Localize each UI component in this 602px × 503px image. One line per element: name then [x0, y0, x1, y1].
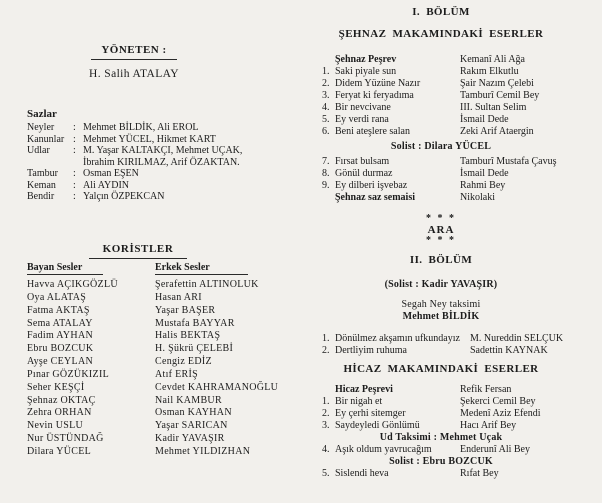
program-row	[303, 54, 579, 66]
instrument-row	[27, 180, 242, 192]
song-title: Bir nevcivane	[335, 102, 391, 113]
composer-name: Enderunî Ali Bey	[460, 444, 530, 455]
female-voices-column	[27, 262, 152, 459]
choristers-section	[27, 239, 249, 259]
hicaz-heading: HİCAZ MAKAMINDAKİ ESERLER	[343, 363, 539, 375]
program-row	[303, 192, 579, 204]
instrument-label: Kanunlar	[27, 133, 65, 145]
part1-list-b	[303, 156, 579, 204]
chorister-name: Cevdet KAHRAMANOĞLU	[155, 381, 279, 393]
song-title: Didem Yüzüne Nazır	[335, 78, 421, 89]
composer-name: Rakım Elkutlu	[460, 66, 519, 77]
instrument-row	[27, 134, 242, 146]
program-row	[303, 420, 579, 432]
chorister-name: Fadim AYHAN	[27, 330, 93, 342]
song-title: Feryat ki feryadıma	[335, 90, 414, 101]
program-row	[303, 333, 579, 345]
song-title: Beni ateşlere salan	[335, 126, 410, 137]
composer-name: Şekerci Cemil Bey	[460, 396, 536, 407]
instruments-heading: Sazlar	[27, 108, 57, 120]
song-number: 5.	[322, 114, 330, 125]
program-row	[303, 468, 579, 480]
instrument-players: Osman EŞEN	[83, 168, 139, 179]
program-content	[303, 0, 579, 480]
chorister-name: Seher KEŞÇİ	[27, 381, 85, 393]
instrument-label: Bendir	[27, 191, 55, 202]
colon-separator: :	[73, 133, 76, 145]
chorister-name: Osman KAYHAN	[155, 407, 232, 419]
composer-name: Tamburî Cemil Bey	[460, 90, 540, 101]
song-title: Ey verdi rana	[335, 114, 389, 125]
composer-name: Şair Nazım Çelebi	[460, 78, 534, 89]
program-row	[303, 444, 579, 456]
personnel-page	[0, 0, 300, 503]
composer-name: Medenî Aziz Efendi	[460, 408, 541, 419]
instrument-label: Udlar	[27, 145, 50, 156]
program-row	[303, 408, 579, 420]
intermission-stars-bottom: * * *	[426, 235, 456, 246]
program-row	[303, 396, 579, 408]
instrument-players: Ali AYDIN	[83, 179, 130, 191]
colon-separator: :	[73, 179, 76, 191]
program-row	[303, 384, 579, 396]
instrument-players: Mehmet YÜCEL, Hikmet KART	[83, 133, 216, 145]
hicaz-list-b	[303, 444, 579, 456]
song-number: 4.	[322, 444, 330, 455]
composer-name: Tamburî Mustafa Çavuş	[460, 156, 557, 167]
song-number: 2.	[322, 78, 330, 89]
composer-name: Zeki Arif Ataergin	[460, 126, 534, 137]
instrument-players: Yalçın ÖZPEKCAN	[83, 191, 165, 202]
male-voices-column	[155, 262, 295, 459]
part1-heading: I. BÖLÜM	[412, 6, 470, 18]
taksim-line: Segah Ney taksimi	[401, 299, 481, 310]
female-voices-list	[27, 279, 152, 459]
composer-name: Kemanî Ali Ağa	[460, 54, 525, 65]
part2-heading: II. BÖLÜM	[409, 254, 473, 266]
song-number: 7.	[322, 156, 330, 167]
colon-separator: :	[73, 168, 76, 179]
chorister-name: Mehmet YILDIZHAN	[155, 445, 251, 457]
song-title: Bir nigah et	[335, 396, 383, 407]
chorister-name: Nail KAMBUR	[155, 394, 222, 406]
chorister-name: Nur ÜSTÜNDAĞ	[27, 433, 104, 445]
song-title: Sislendi heva	[335, 468, 389, 479]
chorister-name: Nevin USLU	[27, 420, 84, 432]
song-title: Şehnaz Peşrev	[335, 54, 397, 65]
song-number: 4.	[322, 102, 330, 113]
choristers-heading: KORİSTLER	[89, 243, 188, 259]
song-number: 9.	[322, 180, 330, 191]
instrument-row	[27, 122, 242, 134]
program-row	[303, 126, 579, 138]
male-voices-header: Erkek Sesler	[155, 262, 248, 275]
conductor-heading: YÖNETEN :	[91, 44, 176, 60]
program-row	[303, 114, 579, 126]
program-row	[303, 168, 579, 180]
program-row	[303, 78, 579, 90]
instrument-players-continued: İbrahim KIRILMAZ, Arif ÖZAKTAN.	[83, 156, 240, 168]
female-voices-header: Bayan Sesler	[27, 262, 103, 275]
song-title: Gönül durmaz	[335, 168, 393, 179]
instrument-row	[27, 168, 242, 180]
song-title: Dertliyim ruhuma	[335, 345, 407, 356]
instrument-row	[27, 145, 242, 157]
composer-name: Rıfat Bey	[460, 468, 499, 479]
part2-list	[303, 333, 579, 357]
song-number: 2.	[322, 408, 330, 419]
song-title: Ey çerhi sitemger	[335, 408, 406, 419]
chorister-name: Yaşar BAŞER	[155, 304, 216, 316]
song-number: 6.	[322, 126, 330, 137]
hicaz-list-a	[303, 384, 579, 432]
instrument-players: Mehmet BİLDİK, Ali EROL	[83, 122, 199, 133]
song-title: Saki piyale sun	[335, 66, 397, 77]
chorister-name: Oya ALATAŞ	[27, 291, 87, 303]
intermission-label: ARA	[427, 224, 455, 236]
song-number: 1.	[322, 396, 330, 407]
song-number: 2.	[322, 345, 330, 356]
program-row	[303, 180, 579, 192]
chorister-name: Fatma AKTAŞ	[27, 304, 90, 316]
taksim-performer: Mehmet BİLDİK	[402, 311, 480, 322]
instruments-section	[27, 108, 242, 203]
composer-name: Sadettin KAYNAK	[470, 345, 548, 356]
chorister-name: H. Şükrü ÇELEBİ	[155, 343, 234, 355]
hicaz-list-c	[303, 468, 579, 480]
colon-separator: :	[73, 122, 76, 133]
chorister-name: Cengiz EDİZ	[155, 356, 212, 368]
song-number: 3.	[322, 420, 330, 431]
composer-name: Hacı Arif Bey	[460, 420, 517, 431]
chorister-name: Sema ATALAY	[27, 317, 93, 329]
composer-name: İsmail Dede	[460, 114, 509, 125]
intermission-stars-top: * * *	[426, 213, 456, 224]
composer-name: Refik Fersan	[460, 384, 512, 395]
song-title: Hicaz Peşrevi	[335, 384, 393, 395]
chorister-name: Havva AÇIKGÖZLÜ	[27, 279, 118, 290]
composer-name: Rahmi Bey	[460, 180, 506, 191]
program-page	[300, 0, 602, 503]
chorister-name: Yaşar SARICAN	[155, 420, 228, 432]
male-voices-list	[155, 279, 295, 459]
program-row	[303, 102, 579, 114]
chorister-name: Hasan ARI	[155, 291, 202, 303]
colon-separator: :	[73, 145, 76, 156]
song-title: Ey dilberi işvebaz	[335, 180, 408, 191]
part1-subheading: ŞEHNAZ MAKAMINDAKİ ESERLER	[338, 28, 544, 40]
program-row	[303, 66, 579, 78]
instrument-label: Tambur	[27, 168, 58, 179]
conductor-name: H. Salih ATALAY	[89, 68, 179, 80]
soloist-ebru-line: Solist : Ebru BOZCUK	[389, 456, 493, 467]
program-row	[303, 345, 579, 357]
song-number: 1.	[322, 333, 330, 344]
chorister-name: Atıf ERİŞ	[155, 368, 198, 380]
chorister-name: Dilara YÜCEL	[27, 445, 92, 457]
song-title: Dönülmez akşamın ufkundayız	[335, 333, 460, 344]
chorister-name: Şehnaz OKTAÇ	[27, 394, 96, 406]
composer-name: İsmail Dede	[460, 168, 509, 179]
composer-name: Nikolaki	[460, 192, 495, 203]
song-title: Fırsat bulsam	[335, 156, 390, 167]
composer-name: III. Sultan Selim	[460, 102, 527, 113]
colon-separator: :	[73, 191, 76, 202]
chorister-name: Pınar GÖZÜKIZIL	[27, 368, 109, 380]
program-row	[303, 90, 579, 102]
instrument-players: M. Yaşar KALTAKÇI, Mehmet UÇAK,	[83, 145, 243, 156]
song-number: 1.	[322, 66, 330, 77]
chorister-name: Ebru BOZCUK	[27, 343, 94, 355]
song-number: 3.	[322, 90, 330, 101]
song-number: 5.	[322, 468, 330, 479]
chorister-name: Mustafa BAYYAR	[155, 317, 235, 329]
song-title: Aşık oldum yavrucağım	[335, 444, 432, 455]
chorister-name: Şerafettin ALTINOLUK	[155, 279, 259, 290]
soloist-line: Solist : Dilara YÜCEL	[390, 141, 492, 152]
song-title: Şehnaz saz semaisi	[335, 192, 415, 203]
part1-list-a	[303, 54, 579, 138]
instrument-label: Neyler	[27, 122, 55, 133]
instrument-label: Keman	[27, 179, 56, 191]
song-title: Saydeyledi Gönlümü	[335, 420, 420, 431]
part2-soloist-line: (Solist : Kadir YAVAŞIR)	[384, 279, 498, 290]
conductor-block	[28, 40, 240, 80]
instrument-row	[27, 191, 242, 203]
chorister-name: Ayşe CEYLAN	[27, 356, 93, 368]
program-row	[303, 156, 579, 168]
song-number: 8.	[322, 168, 330, 179]
composer-name: M. Nureddin SELÇUK	[470, 333, 564, 344]
chorister-name: Halis BEKTAŞ	[155, 330, 221, 342]
ud-taksimi-line: Ud Taksimi : Mehmet Uçak	[379, 432, 503, 443]
chorister-name: Zehra ORHAN	[27, 407, 92, 419]
chorister-name: Kadir YAVAŞIR	[155, 433, 225, 445]
